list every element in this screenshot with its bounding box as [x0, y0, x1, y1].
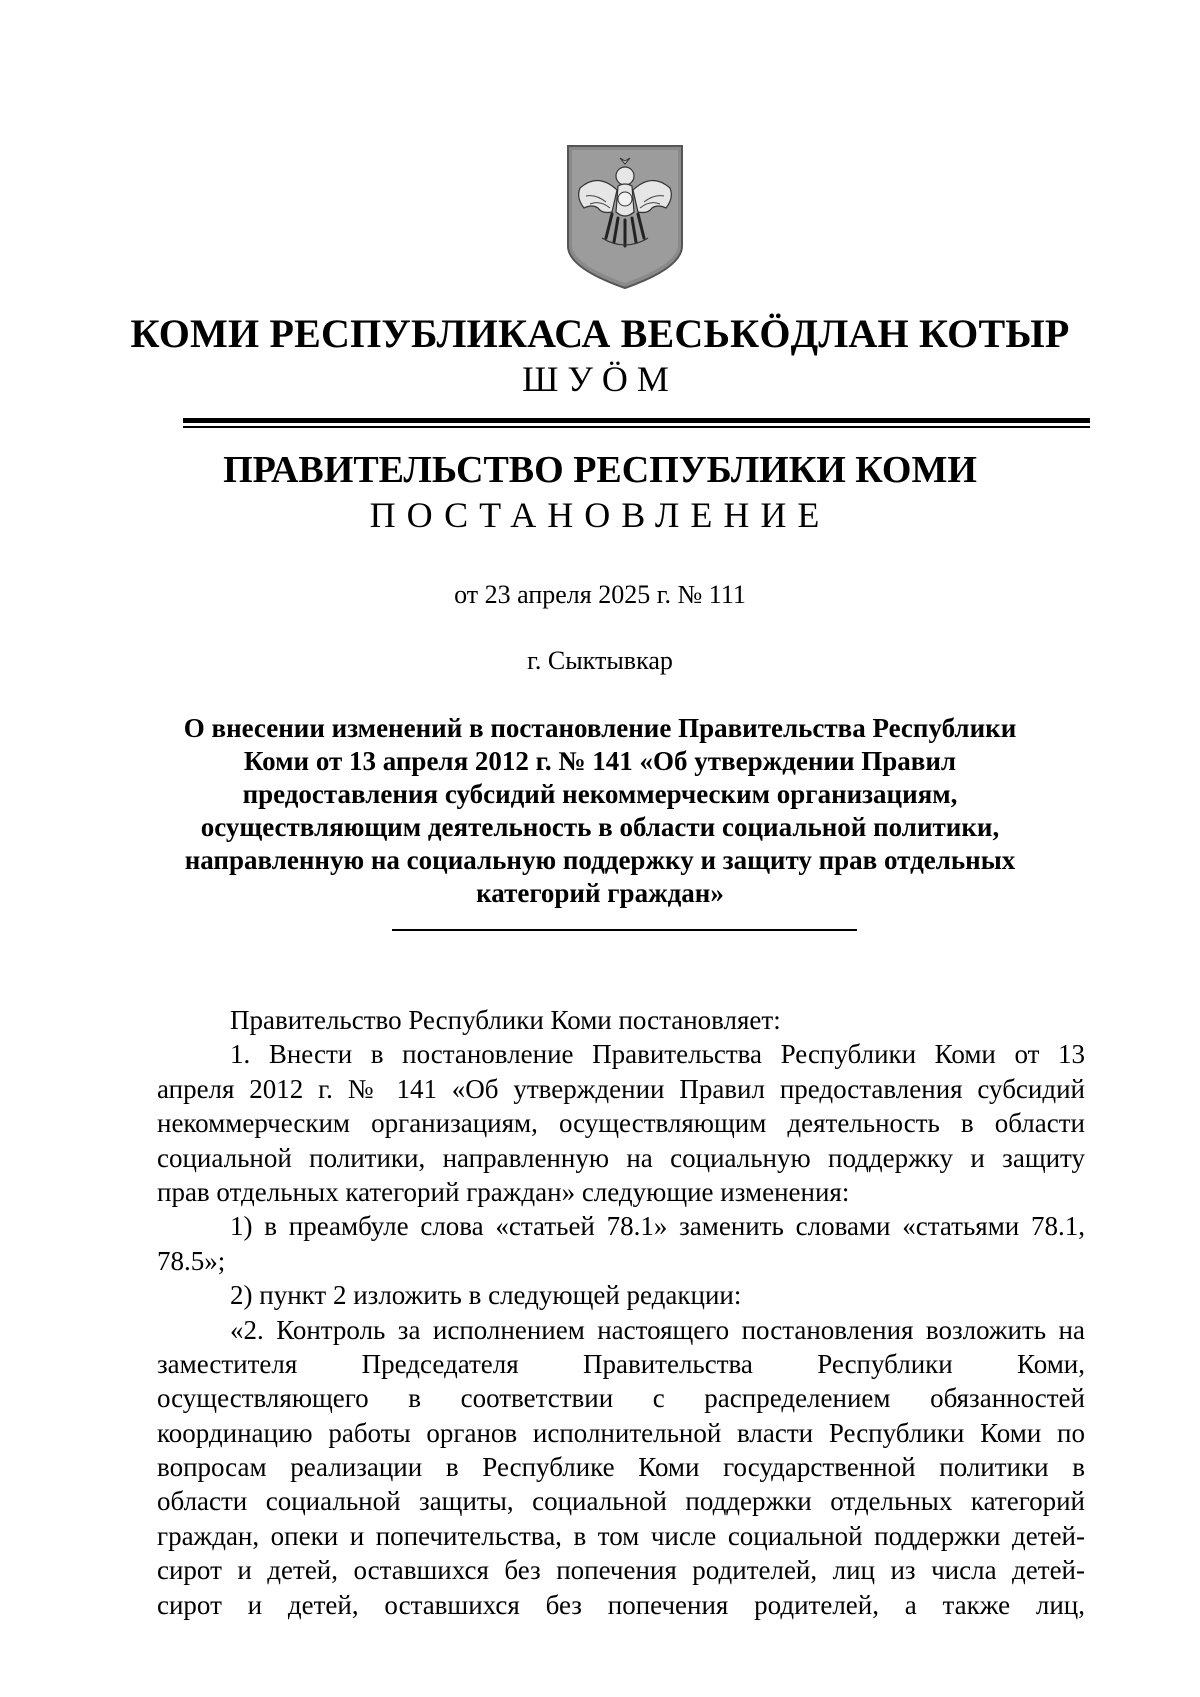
body-line: заместителя Председателя Правительства Республики Коми,	[157, 1348, 1085, 1379]
body-line: области социальной защиты, социальной поддержки отдельных категорий	[157, 1486, 1085, 1517]
komi-decree-label: ШУӦМ	[522, 359, 678, 399]
decree-date-number: от 23 апреля 2025 г. № 111	[454, 580, 746, 609]
body-line: социальной политики, направленную на социальную поддержку и защиту	[157, 1142, 1085, 1173]
body-line: координацию работы органов исполнительной власти Республики Коми по	[157, 1417, 1085, 1448]
decree-city: г. Сыктывкар	[527, 646, 673, 675]
coat-of-arms-emblem	[562, 142, 688, 292]
body-line: осуществляющего в соответствии с распределением обязанностей	[157, 1383, 1085, 1414]
komi-government-title: КОМИ РЕСПУБЛИКАСА ВЕСЬКӦДЛАН КОТЫР	[130, 311, 1070, 356]
body-line: граждан, опеки и попечительства, в том числе социальной поддержки детей-	[157, 1520, 1085, 1551]
body-line: 2) пункт 2 изложить в следующей редакции:	[230, 1280, 742, 1311]
heading-line: О внесении изменений в постановление Правительства Республики	[183, 713, 1017, 743]
body-line: некоммерческим организациям, осуществляющим деятельность в области	[157, 1108, 1085, 1139]
heading-line: Коми от 13 апреля 2012 г. № 141 «Об утверждении Правил	[243, 746, 957, 776]
heading-line: осуществляющим деятельность в области социальной политики,	[200, 812, 1000, 842]
heading-underline	[392, 929, 857, 931]
body-line: Правительство Республики Коми постановляет:	[230, 1005, 781, 1035]
russian-government-title: ПРАВИТЕЛЬСТВО РЕСПУБЛИКИ КОМИ	[223, 449, 977, 491]
decree-heading	[150, 712, 1050, 910]
body-line: прав отдельных категорий граждан» следующие изменения:	[157, 1176, 850, 1207]
body-line: 78.5»;	[157, 1245, 226, 1276]
body-line: «2. Контроль за исполнением настоящего постановления возложить на	[230, 1314, 1085, 1345]
decree-body	[157, 1003, 1085, 1622]
body-line: апреля 2012 г. № 141 «Об утверждении Правил предоставления субсидий	[157, 1073, 1085, 1104]
body-line: вопросам реализации в Республике Коми государственной политики в	[157, 1452, 1085, 1483]
body-line: сирот и детей, оставшихся без попечения родителей, лиц из числа детей-	[157, 1555, 1085, 1586]
header-divider-thin	[183, 426, 1090, 428]
header-divider-thick	[183, 418, 1090, 423]
heading-line: направленную на социальную поддержку и защиту прав отдельных	[184, 845, 1016, 875]
body-line: сирот и детей, оставшихся без попечения родителей, а также лиц,	[157, 1589, 1085, 1620]
heading-line: категорий граждан»	[476, 878, 724, 908]
heading-line: предоставления субсидий некоммерческим организациям,	[242, 779, 958, 809]
body-line: 1. Внести в постановление Правительства Республики Коми от 13	[230, 1039, 1085, 1070]
russian-decree-label: ПОСТАНОВЛЕНИЕ	[369, 495, 831, 535]
body-line: 1) в преамбуле слова «статьей 78.1» заменить словами «статьями 78.1,	[230, 1211, 1085, 1242]
